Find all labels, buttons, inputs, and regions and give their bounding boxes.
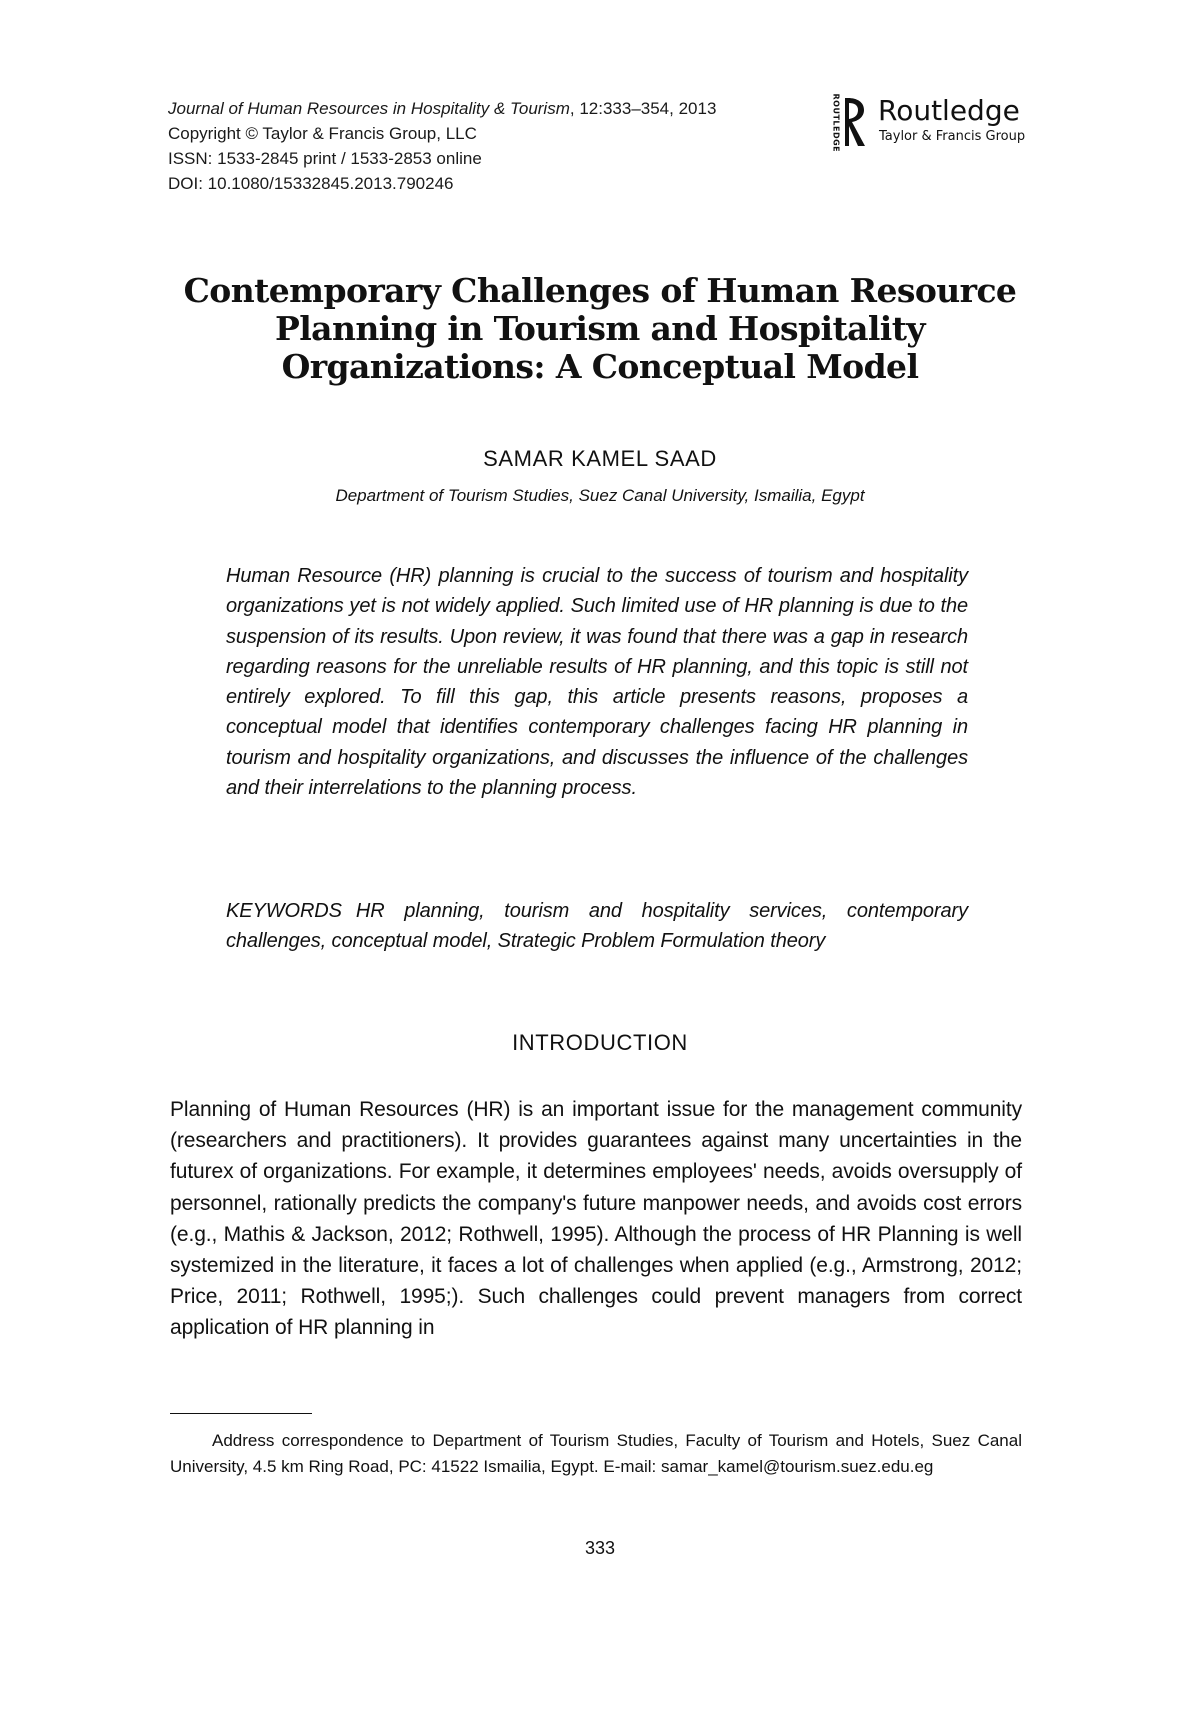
title-line: Planning in Tourism and Hospitality: [275, 309, 925, 348]
keywords: [226, 896, 968, 957]
page-number: 333: [584, 1538, 616, 1558]
correspondence-footnote: Address correspondence to Department of Tourism Studies, Faculty of Tourism and Hotels, Suez Canal University, 4.5 km Ring Road, PC: 41522 Ismailia, Egypt. E-mail: samar_kamel@tourism.suez.edu.eg: [170, 1431, 1022, 1476]
routledge-r-icon: [845, 96, 869, 148]
title-line: Contemporary Challenges of Human Resource: [183, 271, 1017, 310]
issn-line: ISSN: 1533-2845 print / 1533-2853 online: [168, 149, 482, 168]
title-line: Organizations: A Conceptual Model: [281, 347, 919, 386]
author-affiliation: Department of Tourism Studies, Suez Canal University, Ismailia, Egypt: [335, 486, 865, 505]
author-name: SAMAR KAMEL SAAD: [483, 446, 717, 471]
abstract: Human Resource (HR) planning is crucial to the success of tourism and hospitality organizations yet is not widely applied. Such limited use of HR planning is due to the suspension of its results. Upon review, it was found that there was a gap in research regarding reasons for the unreliable results of HR planning, and this topic is still not entirely explored. To fill this gap, this article presents reasons, proposes a conceptual model that identifies contemporary challenges facing HR planning in tourism and hospitality organizations, and discusses the influence of the challenges and their interrelations to the planning process.: [226, 565, 968, 800]
logo-vertical-text: ROUTLEDGE: [831, 93, 841, 153]
article-title: [150, 272, 1050, 386]
footnote-divider: [170, 1413, 312, 1414]
introduction-paragraph: Planning of Human Resources (HR) is an important issue for the management community (researchers and practitioners). It provides guarantees against many uncertainties in the futurex of organizations. For example, it determines employees' needs, avoids oversupply of personnel, rationally predicts the company's future manpower needs, and avoids cost errors (e.g., Mathis & Jackson, 2012; Rothwell, 1995). Although the process of HR Planning is well systemized in the literature, it faces a lot of challenges when applied (e.g., Armstrong, 2012; Price, 2011; Rothwell, 1995;). Such challenges could prevent managers from correct application of HR planning in: [170, 1098, 1022, 1340]
publisher-group: Taylor & Francis Group: [879, 129, 1026, 144]
section-heading-introduction: INTRODUCTION: [512, 1030, 688, 1055]
volume-pages: , 12:333–354, 2013: [569, 99, 717, 118]
journal-name: Journal of Human Resources in Hospitality & Tourism: [168, 99, 570, 118]
keywords-text: HR planning, tourism and hospitality services, contemporary challenges, conceptual model, Strategic Problem Formulation theory: [226, 900, 968, 953]
keywords-label: KEYWORDS: [226, 900, 342, 922]
doi-line: DOI: 10.1080/15332845.2013.790246: [168, 174, 454, 193]
publisher-logo: [828, 92, 1028, 152]
copyright-line: Copyright © Taylor & Francis Group, LLC: [168, 124, 477, 143]
citation-line: [168, 96, 716, 121]
publisher-name: Routledge: [878, 94, 1020, 127]
journal-header: [168, 96, 716, 196]
